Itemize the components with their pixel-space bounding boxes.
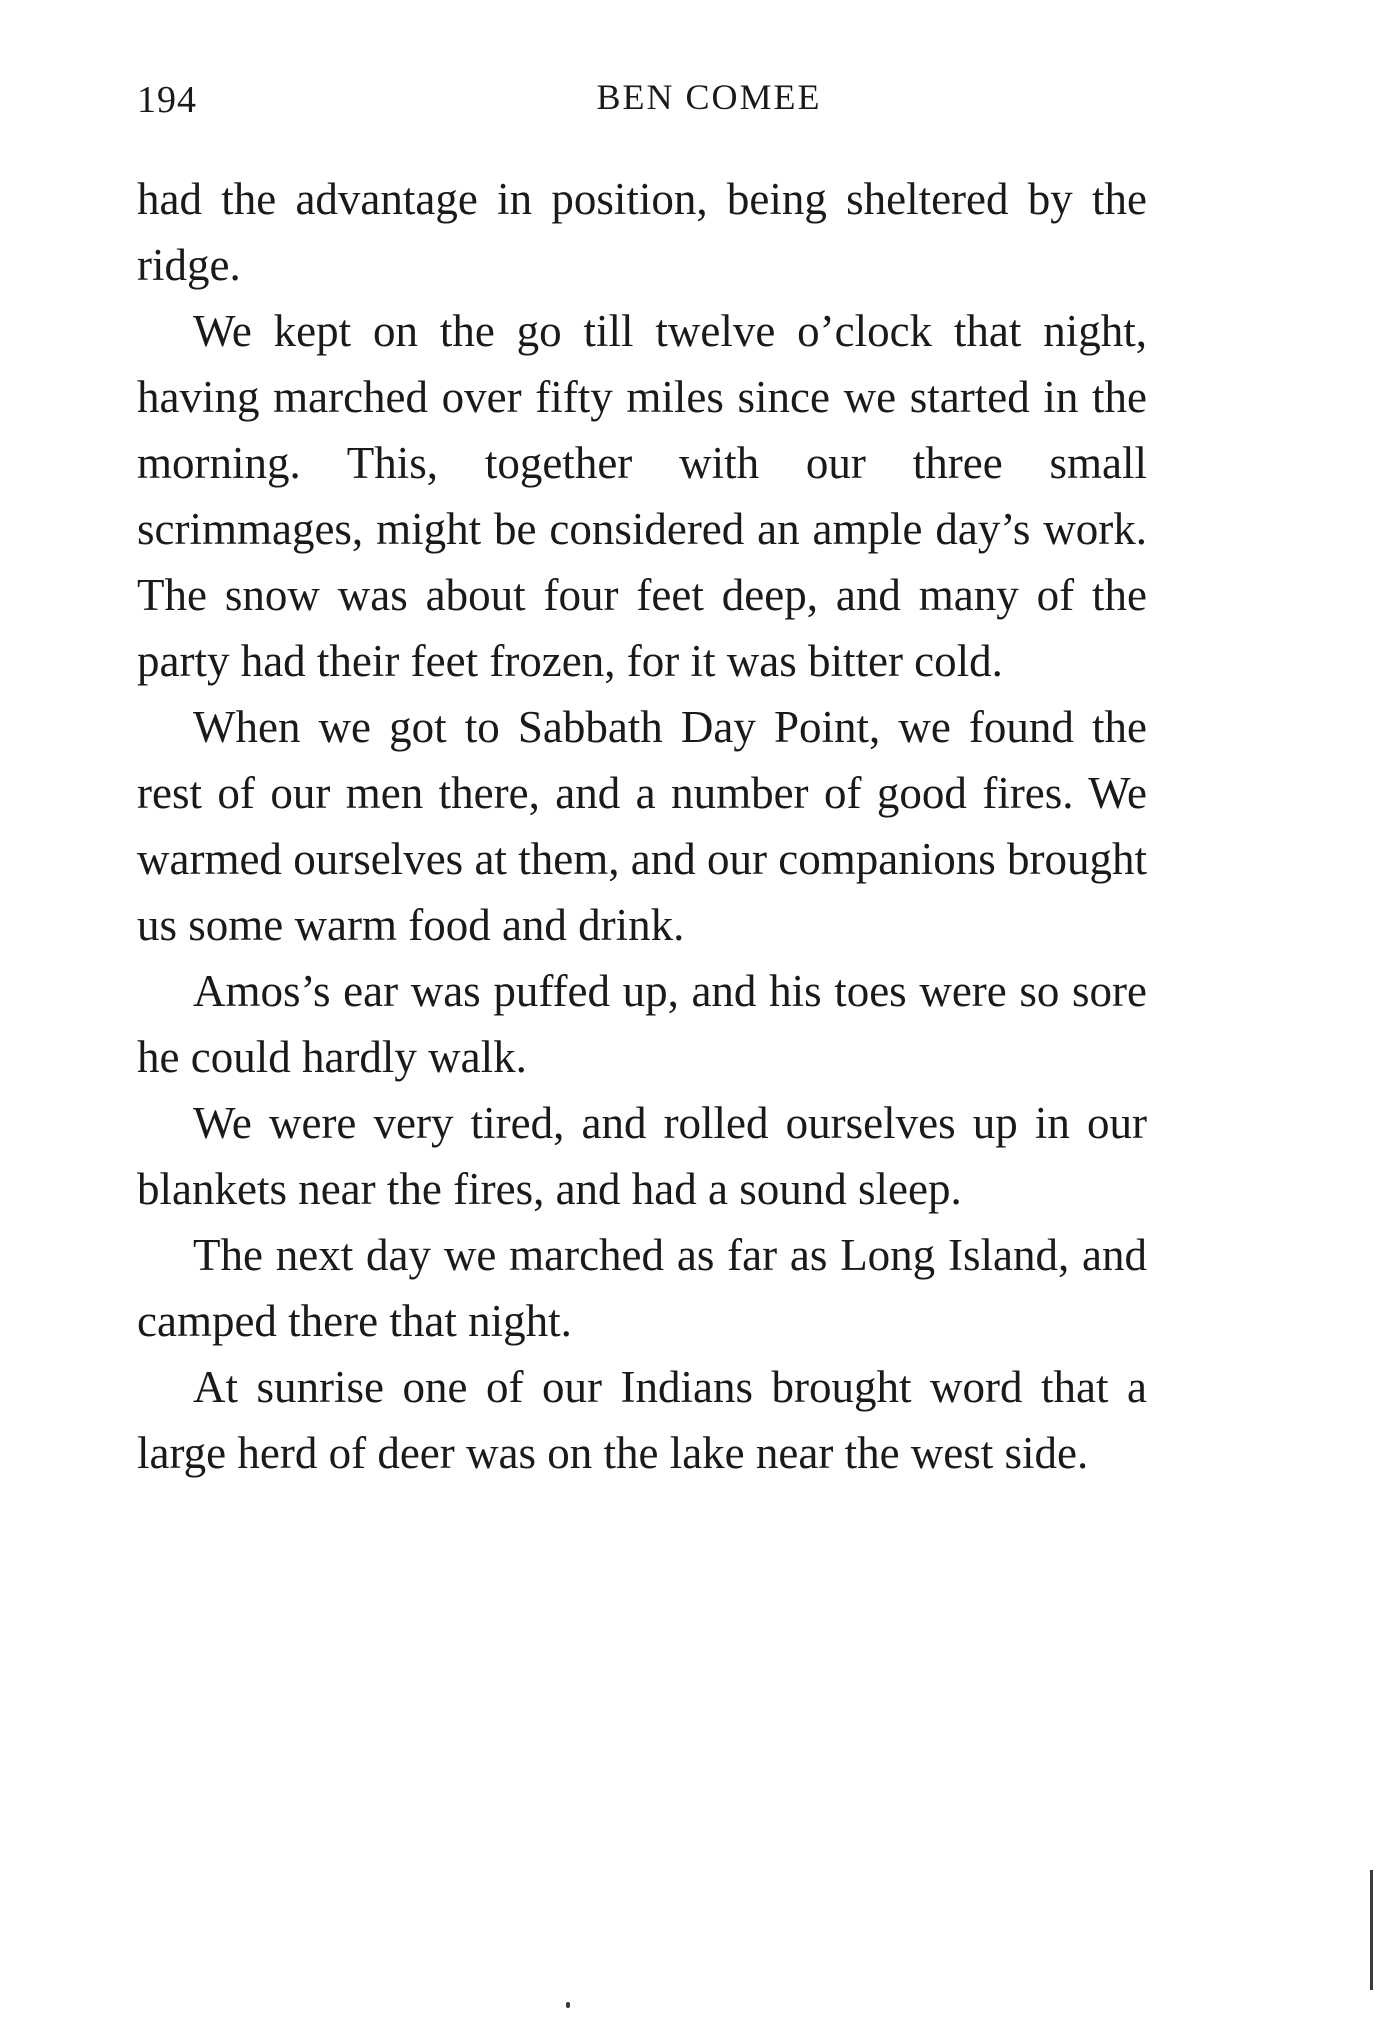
page-number: 194	[137, 79, 197, 121]
body-text	[137, 166, 1147, 1486]
paragraph: The next day we marched as far as Long Island, and camped there that night.	[137, 1230, 1147, 1346]
paragraph-continuation: had the advantage in position, being sheltered by the ridge.	[137, 174, 1147, 290]
paragraph: When we got to Sabbath Day Point, we found the rest of our men there, and a number of good fires. We warmed ourselves at them, and our companions brought us some warm food and drink.	[137, 702, 1147, 950]
paragraph: At sunrise one of our Indians brought word that a large herd of deer was on the lake near the west side.	[137, 1362, 1147, 1478]
scan-edge-mark	[1370, 1870, 1373, 1990]
paragraph: We kept on the go till twelve o’clock that night, having marched over fifty miles since we started in the morning. This, together with our three small scrimmages, might be considered an ample day’s work. The snow was about four feet deep, and many of the party had their feet frozen, for it was bitter cold.	[137, 306, 1147, 686]
paragraph: We were very tired, and rolled ourselves up in our blankets near the fires, and had a sound sleep.	[137, 1098, 1147, 1214]
paragraph: Amos’s ear was puffed up, and his toes were so sore he could hardly walk.	[137, 966, 1147, 1082]
scan-dust-dot	[566, 2002, 570, 2008]
running-head-title: BEN COMEE	[596, 77, 822, 117]
